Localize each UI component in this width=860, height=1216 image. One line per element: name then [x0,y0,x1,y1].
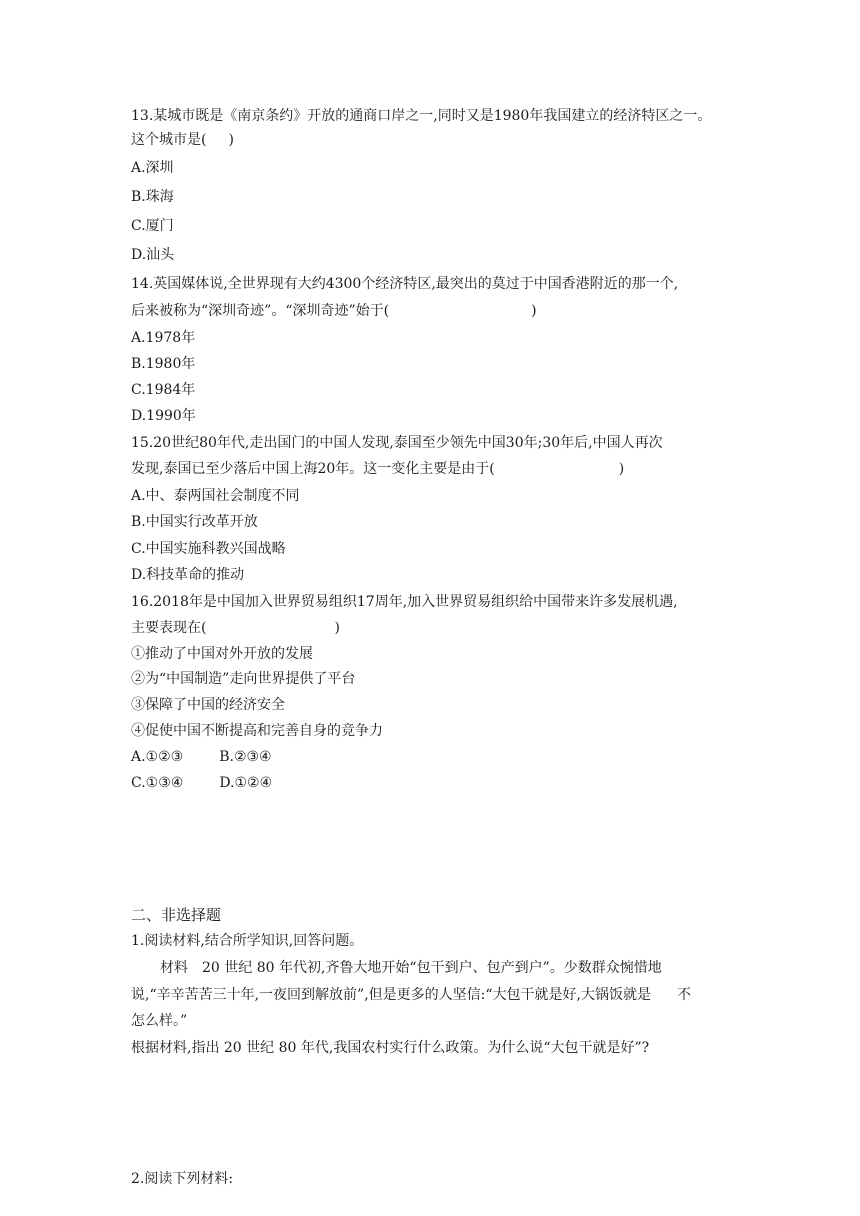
q16-stem-line1: 16.2018年是中国加入世界贸易组织17周年,加入世界贸易组织给中国带来许多发展机遇, [131,594,678,610]
q16-stem-line2 [131,618,340,638]
q14-option-c: C.1984年 [131,382,196,398]
q16-option-d: D.①②④ [219,775,273,791]
q14-stem-text: 后来被称为“深圳奇迹”。“深圳奇迹”始于( [131,303,390,319]
q14-stem-line1: 14.英国媒体说,全世界现有大约4300个经济特区,最突出的莫过于中国香港附近的那一个, [131,276,679,292]
q15-option-c: C.中国实施科教兴国战略 [131,541,286,557]
q13-stem-line2 [131,130,234,150]
s2-q1-question: 根据材料,指出 20 世纪 80 年代,我国农村实行什么政策。为什么说“大包干就是好”? [131,1040,650,1056]
q13-option-b: B.珠海 [131,189,174,205]
q16-paren-close: ) [334,620,340,636]
q13-option-d: D.汕头 [131,247,175,263]
q16-statement-4: ④促使中国不断提高和完善自身的竞争力 [131,723,383,739]
q13-option-c: C.厦门 [131,218,174,234]
q15-stem-line2 [131,459,624,479]
q14-paren-close: ) [531,303,537,319]
q16-options-row2 [131,773,272,793]
section-title: 二、非选择题 [131,906,222,924]
q14-stem-line2 [131,301,537,321]
s2-q1-material-line3: 怎么样。” [131,1013,188,1029]
q13-paren-close: ) [228,132,234,148]
q16-option-a: A.①②③ [131,749,184,765]
q16-options-row1 [131,747,272,767]
s2-q1-material-line1: 材料 20 世纪 80 年代初,齐鲁大地开始“包干到户、包产到户”。少数群众惋惜地 [160,960,662,976]
q16-statement-1: ①推动了中国对外开放的发展 [131,646,313,662]
q13-option-a: A.深圳 [131,160,174,176]
q16-option-c: C.①③④ [131,775,184,791]
q13-stem-text: 这个城市是( [131,132,207,148]
s2-q1-material-line2-end: 不 [677,987,691,1003]
q14-option-d: D.1990年 [131,408,196,424]
q16-option-b: B.②③④ [219,749,272,765]
q16-stem-text: 主要表现在( [131,620,207,636]
q15-stem-text: 发现,泰国已至少落后中国上海20年。这一变化主要是由于( [131,461,495,477]
s2-q2-intro: 2.阅读下列材料: [131,1171,234,1187]
s2-q1-material-line2-text: 说,“辛辛苦苦三十年,一夜回到解放前”,但是更多的人坚信:“大包干就是好,大锅饭就是 [131,987,651,1003]
s2-q1-intro: 1.阅读材料,结合所学知识,回答问题。 [131,933,364,949]
q15-option-d: D.科技革命的推动 [131,567,245,583]
q14-option-b: B.1980年 [131,356,196,372]
s2-q1-material-line2 [131,985,691,1005]
q15-option-a: A.中、泰两国社会制度不同 [131,488,300,504]
q14-option-a: A.1978年 [131,330,196,346]
q16-statement-3: ③保障了中国的经济安全 [131,697,285,713]
q15-paren-close: ) [618,461,625,477]
q16-statement-2: ②为“中国制造”走向世界提供了平台 [131,671,356,687]
q13-stem-line1: 13.某城市既是《南京条约》开放的通商口岸之一,同时又是1980年我国建立的经济特区之一。 [131,108,712,124]
q15-stem-line1: 15.20世纪80年代,走出国门的中国人发现,泰国至少领先中国30年;30年后,中国人再次 [131,435,663,451]
q15-option-b: B.中国实行改革开放 [131,514,258,530]
